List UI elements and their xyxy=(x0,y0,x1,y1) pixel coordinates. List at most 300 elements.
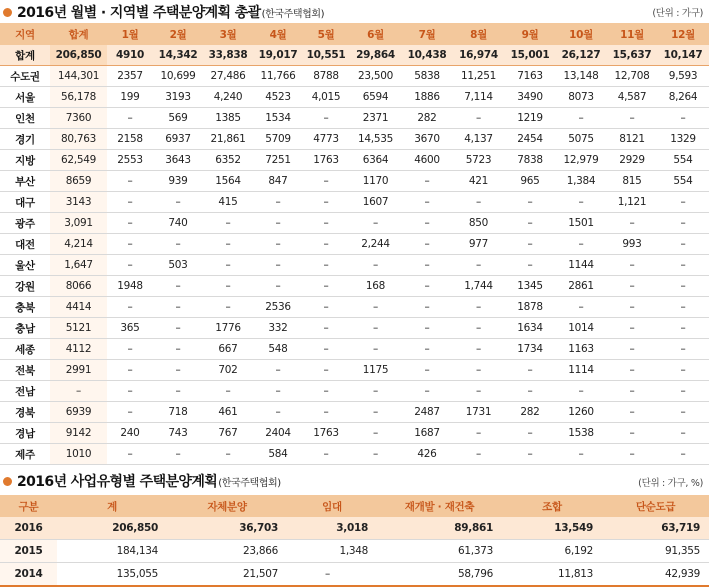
business-type-table xyxy=(0,495,709,587)
table1-cell: 240 xyxy=(107,423,153,444)
table1-cell: 1163 xyxy=(555,339,607,360)
table1-cell: 9,593 xyxy=(657,66,709,87)
table1-cell: 1776 xyxy=(203,318,253,339)
table1-cell: – xyxy=(349,423,402,444)
table1-cell: 12,708 xyxy=(607,66,657,87)
table1-cell: 847 xyxy=(253,171,303,192)
table1-cell: 4773 xyxy=(303,129,349,150)
table1-cell: 3193 xyxy=(153,87,203,108)
table1-cell: 977 xyxy=(452,234,505,255)
table1-cell: 168 xyxy=(349,276,402,297)
table1-cell: – xyxy=(657,108,709,129)
region-label: 경기 xyxy=(0,129,50,150)
table1-cell: – xyxy=(402,297,452,318)
table1-cell: 7163 xyxy=(505,66,555,87)
table1-cell: – xyxy=(402,381,452,402)
table1-cell: 4414 xyxy=(50,297,107,318)
table1-cell: 1948 xyxy=(107,276,153,297)
table1-header-cell: 2월 xyxy=(153,23,203,45)
table1-cell: 14,535 xyxy=(349,129,402,150)
table2-header-cell: 단순도급 xyxy=(602,495,709,517)
table1-cell: 8073 xyxy=(555,87,607,108)
table1-cell: 6939 xyxy=(50,402,107,423)
table2-cell: 61,373 xyxy=(377,540,502,563)
table1-cell: 554 xyxy=(657,150,709,171)
table1-cell: – xyxy=(452,444,505,465)
table1-cell: 1014 xyxy=(555,318,607,339)
monthly-regional-table xyxy=(0,23,709,465)
table1-cell: 9142 xyxy=(50,423,107,444)
table1-cell: – xyxy=(349,444,402,465)
region-label: 전남 xyxy=(0,381,50,402)
table1-cell: 199 xyxy=(107,87,153,108)
table1-cell: – xyxy=(607,402,657,423)
table1-row xyxy=(0,108,709,129)
table1-header-cell: 10월 xyxy=(555,23,607,45)
table1-cell: 10,438 xyxy=(402,45,452,66)
table1-cell: 1,384 xyxy=(555,171,607,192)
table1-cell: – xyxy=(303,108,349,129)
table1-cell: 282 xyxy=(505,402,555,423)
table1-cell: – xyxy=(607,255,657,276)
table1-cell: 415 xyxy=(203,192,253,213)
year-label: 2015 xyxy=(0,540,57,563)
table1-header-cell: 4월 xyxy=(253,23,303,45)
bullet-dot-icon xyxy=(3,477,12,486)
table2-cell: 184,134 xyxy=(57,540,167,563)
table1-cell: 8121 xyxy=(607,129,657,150)
region-label: 경북 xyxy=(0,402,50,423)
table1-cell: – xyxy=(607,297,657,318)
table1-cell: – xyxy=(253,213,303,234)
table1-cell: 1731 xyxy=(452,402,505,423)
table1-cell: 5723 xyxy=(452,150,505,171)
table1-cell: 2861 xyxy=(555,276,607,297)
table1-row xyxy=(0,87,709,108)
table1-cell: – xyxy=(657,402,709,423)
table2-cell: 36,703 xyxy=(167,517,287,540)
table1-cell: 2991 xyxy=(50,360,107,381)
table1-cell: – xyxy=(153,444,203,465)
table1-cell: – xyxy=(555,192,607,213)
table1-cell: 4,587 xyxy=(607,87,657,108)
table1-cell: – xyxy=(505,192,555,213)
table2-header-cell: 구분 xyxy=(0,495,57,517)
table2-cell: 21,507 xyxy=(167,563,287,587)
table1-cell: – xyxy=(657,381,709,402)
table1-cell: – xyxy=(402,276,452,297)
table1-cell: 3643 xyxy=(153,150,203,171)
table1-cell: 2357 xyxy=(107,66,153,87)
table1-row xyxy=(0,423,709,444)
table1-cell: – xyxy=(253,381,303,402)
table1-cell: – xyxy=(657,360,709,381)
table1-cell: – xyxy=(303,276,349,297)
region-label: 인천 xyxy=(0,108,50,129)
table1-cell: – xyxy=(607,108,657,129)
table1-cell: – xyxy=(107,381,153,402)
table1-cell: 5121 xyxy=(50,318,107,339)
table1-cell: 461 xyxy=(203,402,253,423)
table1-cell: – xyxy=(402,192,452,213)
table1-cell: 850 xyxy=(452,213,505,234)
table1-cell: 1219 xyxy=(505,108,555,129)
table1-cell: 332 xyxy=(253,318,303,339)
table2-cell: 135,055 xyxy=(57,563,167,587)
table1-cell: – xyxy=(153,276,203,297)
table1-cell: – xyxy=(203,276,253,297)
table1-cell: – xyxy=(303,360,349,381)
table1-cell: 1538 xyxy=(555,423,607,444)
table1-cell: 1144 xyxy=(555,255,607,276)
region-label: 제주 xyxy=(0,444,50,465)
table1-row xyxy=(0,360,709,381)
table1-row xyxy=(0,444,709,465)
table1-cell: – xyxy=(607,213,657,234)
table1-cell: 26,127 xyxy=(555,45,607,66)
table1-cell: 2158 xyxy=(107,129,153,150)
table1-cell: 6364 xyxy=(349,150,402,171)
table1-cell: – xyxy=(253,360,303,381)
table1-cell: 740 xyxy=(153,213,203,234)
table1-row xyxy=(0,150,709,171)
table1-cell: – xyxy=(349,402,402,423)
table1-cell: 1534 xyxy=(253,108,303,129)
table1-cell: 8066 xyxy=(50,276,107,297)
table1-cell: 11,251 xyxy=(452,66,505,87)
table1-cell: – xyxy=(349,297,402,318)
table1-row xyxy=(0,318,709,339)
table1-cell: – xyxy=(107,402,153,423)
table1-cell: 5075 xyxy=(555,129,607,150)
table1-cell: – xyxy=(402,318,452,339)
table1-cell: – xyxy=(402,234,452,255)
table1-cell: 4,214 xyxy=(50,234,107,255)
table2-row xyxy=(0,517,709,540)
table1-cell: – xyxy=(153,234,203,255)
table1-cell: 6352 xyxy=(203,150,253,171)
table1-cell: – xyxy=(203,381,253,402)
table1-header-cell: 11월 xyxy=(607,23,657,45)
table1-cell: 62,549 xyxy=(50,150,107,171)
table1-cell: – xyxy=(253,402,303,423)
table1-cell: – xyxy=(303,234,349,255)
table1-cell: 23,500 xyxy=(349,66,402,87)
table1-cell: – xyxy=(303,339,349,360)
table1-cell: 2371 xyxy=(349,108,402,129)
table1-cell: – xyxy=(555,297,607,318)
region-label: 울산 xyxy=(0,255,50,276)
table1-cell: 815 xyxy=(607,171,657,192)
table1-cell: 7360 xyxy=(50,108,107,129)
table1-cell: – xyxy=(657,192,709,213)
table2-header-cell: 자체분양 xyxy=(167,495,287,517)
table1-cell: – xyxy=(607,318,657,339)
table2-cell: 3,018 xyxy=(287,517,377,540)
table1-cell: – xyxy=(153,360,203,381)
table1-row xyxy=(0,213,709,234)
table1-cell: 14,342 xyxy=(153,45,203,66)
table1-row xyxy=(0,66,709,87)
table1-cell: 33,838 xyxy=(203,45,253,66)
table2-cell: 89,861 xyxy=(377,517,502,540)
table1-cell: 548 xyxy=(253,339,303,360)
table1-cell: 29,864 xyxy=(349,45,402,66)
table1-cell: – xyxy=(107,213,153,234)
table1-cell: 1607 xyxy=(349,192,402,213)
table1-cell: – xyxy=(107,255,153,276)
table2-header-row xyxy=(0,495,709,517)
table1-cell: 3670 xyxy=(402,129,452,150)
table2-title: 2016년 사업유형별 주택분양계획 xyxy=(17,474,218,490)
table1-cell: 569 xyxy=(153,108,203,129)
table1-cell: 584 xyxy=(253,444,303,465)
table1-cell: – xyxy=(107,108,153,129)
table1-cell: – xyxy=(505,360,555,381)
table1-cell: 21,861 xyxy=(203,129,253,150)
table1-cell: – xyxy=(607,444,657,465)
table1-cell: 1763 xyxy=(303,150,349,171)
table1-cell: 1175 xyxy=(349,360,402,381)
table1-cell: 19,017 xyxy=(253,45,303,66)
table2-row xyxy=(0,563,709,587)
table1-header-cell: 5월 xyxy=(303,23,349,45)
table1-cell: 1170 xyxy=(349,171,402,192)
table1-cell: – xyxy=(657,276,709,297)
table1-cell: 15,001 xyxy=(505,45,555,66)
table1-cell: 4600 xyxy=(402,150,452,171)
table1-cell: – xyxy=(607,339,657,360)
table1-cell: – xyxy=(303,297,349,318)
table1-cell: 7838 xyxy=(505,150,555,171)
table1-cell: 939 xyxy=(153,171,203,192)
table2-header-cell: 재개발 · 재건축 xyxy=(377,495,502,517)
region-label: 세종 xyxy=(0,339,50,360)
table1-cell: 426 xyxy=(402,444,452,465)
table1-cell: 8659 xyxy=(50,171,107,192)
table1-cell: 8788 xyxy=(303,66,349,87)
table1-cell: – xyxy=(253,276,303,297)
table1-cell: – xyxy=(607,360,657,381)
table1-cell: 2454 xyxy=(505,129,555,150)
region-label: 전북 xyxy=(0,360,50,381)
table1-cell: – xyxy=(253,192,303,213)
table1-row xyxy=(0,192,709,213)
table1-cell: – xyxy=(107,192,153,213)
table1-cell: – xyxy=(607,276,657,297)
table1-cell: 1501 xyxy=(555,213,607,234)
table1-cell: – xyxy=(402,360,452,381)
table1-cell: 1687 xyxy=(402,423,452,444)
table1-cell: 3490 xyxy=(505,87,555,108)
table1-header-cell: 7월 xyxy=(402,23,452,45)
table1-cell: – xyxy=(153,381,203,402)
table1-row xyxy=(0,381,709,402)
table2-header-cell: 임대 xyxy=(287,495,377,517)
table1-cell: – xyxy=(555,108,607,129)
table1-cell: – xyxy=(505,423,555,444)
table1-cell: 4,240 xyxy=(203,87,253,108)
table1-cell: – xyxy=(452,381,505,402)
table1-cell: 12,979 xyxy=(555,150,607,171)
table1-source: (한국주택협회) xyxy=(261,8,325,20)
table1-cell: 767 xyxy=(203,423,253,444)
table1-row xyxy=(0,45,709,66)
region-label: 충남 xyxy=(0,318,50,339)
table1-cell: 1878 xyxy=(505,297,555,318)
table1-cell: 1564 xyxy=(203,171,253,192)
table1-cell: – xyxy=(452,423,505,444)
table1-row xyxy=(0,255,709,276)
table1-cell: – xyxy=(452,108,505,129)
table1-header-cell: 9월 xyxy=(505,23,555,45)
table1-cell: – xyxy=(607,423,657,444)
table1-row xyxy=(0,234,709,255)
table1-cell: – xyxy=(555,444,607,465)
table1-cell: – xyxy=(657,444,709,465)
table2-header-cell: 조합 xyxy=(502,495,602,517)
table1-cell: – xyxy=(349,381,402,402)
table2-cell: 13,549 xyxy=(502,517,602,540)
table1-cell: 702 xyxy=(203,360,253,381)
table1-header-row xyxy=(0,23,709,45)
table1-cell: 1114 xyxy=(555,360,607,381)
table1-cell: – xyxy=(555,234,607,255)
table1-cell: 15,637 xyxy=(607,45,657,66)
table1-cell: 10,551 xyxy=(303,45,349,66)
table1-header-cell: 12월 xyxy=(657,23,709,45)
table1-cell: 4910 xyxy=(107,45,153,66)
table1-cell: 7251 xyxy=(253,150,303,171)
table1-cell: 10,699 xyxy=(153,66,203,87)
table1-cell: 4523 xyxy=(253,87,303,108)
table1-cell: 1,744 xyxy=(452,276,505,297)
table1-header-cell: 지역 xyxy=(0,23,50,45)
table1-cell: 11,766 xyxy=(253,66,303,87)
table1-cell: – xyxy=(657,423,709,444)
table1-cell: – xyxy=(203,255,253,276)
table1-cell: – xyxy=(452,297,505,318)
table1-cell: 10,147 xyxy=(657,45,709,66)
table1-cell: 1010 xyxy=(50,444,107,465)
table1-row xyxy=(0,171,709,192)
table1-cell: 80,763 xyxy=(50,129,107,150)
table1-cell: 6937 xyxy=(153,129,203,150)
region-label: 강원 xyxy=(0,276,50,297)
table1-header-cell: 합계 xyxy=(50,23,107,45)
table1-cell: 3,091 xyxy=(50,213,107,234)
region-label: 대구 xyxy=(0,192,50,213)
table1-cell: – xyxy=(505,234,555,255)
table1-cell: 1260 xyxy=(555,402,607,423)
table1-cell: – xyxy=(505,381,555,402)
table1-cell: – xyxy=(303,192,349,213)
table1-cell: – xyxy=(153,297,203,318)
table1-row xyxy=(0,276,709,297)
table1-cell: 4112 xyxy=(50,339,107,360)
table1-cell: – xyxy=(153,339,203,360)
table1-row xyxy=(0,402,709,423)
table1-cell: – xyxy=(253,234,303,255)
table1-cell: 4,137 xyxy=(452,129,505,150)
year-label: 2016 xyxy=(0,517,57,540)
table1-cell: – xyxy=(153,318,203,339)
table1-cell: 27,486 xyxy=(203,66,253,87)
table1-cell: – xyxy=(107,444,153,465)
table2-cell: 58,796 xyxy=(377,563,502,587)
table1-cell: 1,647 xyxy=(50,255,107,276)
table1-cell: – xyxy=(555,381,607,402)
table1-cell: – xyxy=(657,255,709,276)
table1-cell: – xyxy=(107,360,153,381)
region-label: 경남 xyxy=(0,423,50,444)
table1-cell: 743 xyxy=(153,423,203,444)
table1-cell: – xyxy=(657,234,709,255)
table1-cell: 144,301 xyxy=(50,66,107,87)
table1-cell: – xyxy=(153,192,203,213)
table1-cell: – xyxy=(402,171,452,192)
table1-cell: – xyxy=(203,213,253,234)
table1-cell: – xyxy=(303,171,349,192)
table1-cell: 56,178 xyxy=(50,87,107,108)
table2-cell: 6,192 xyxy=(502,540,602,563)
table1-cell: – xyxy=(505,213,555,234)
table1-cell: – xyxy=(107,234,153,255)
table1-cell: 16,974 xyxy=(452,45,505,66)
table1-cell: – xyxy=(303,381,349,402)
table2-cell: 63,719 xyxy=(602,517,709,540)
table1-cell: 2487 xyxy=(402,402,452,423)
table1-cell: – xyxy=(349,318,402,339)
table1-cell: – xyxy=(107,171,153,192)
table1-cell: – xyxy=(349,213,402,234)
table1-cell: 365 xyxy=(107,318,153,339)
table1-cell: 6594 xyxy=(349,87,402,108)
table1-cell: – xyxy=(203,444,253,465)
table1-cell: 8,264 xyxy=(657,87,709,108)
table1-cell: 2929 xyxy=(607,150,657,171)
table1-cell: – xyxy=(349,339,402,360)
table1-cell: – xyxy=(402,255,452,276)
table1-row xyxy=(0,297,709,318)
table1-cell: – xyxy=(402,213,452,234)
table1-cell: 2,244 xyxy=(349,234,402,255)
table1-cell: – xyxy=(402,339,452,360)
table2-title-bar xyxy=(3,471,281,491)
region-label: 합계 xyxy=(0,45,50,66)
table1-header-cell: 1월 xyxy=(107,23,153,45)
table1-cell: 2404 xyxy=(253,423,303,444)
table2-cell: 42,939 xyxy=(602,563,709,587)
table2-header-cell: 계 xyxy=(57,495,167,517)
table1-header-cell: 3월 xyxy=(203,23,253,45)
region-label: 수도권 xyxy=(0,66,50,87)
table2-cell: – xyxy=(287,563,377,587)
table1-cell: – xyxy=(452,360,505,381)
table1-cell: 13,148 xyxy=(555,66,607,87)
region-label: 지방 xyxy=(0,150,50,171)
table1-cell: – xyxy=(303,318,349,339)
table1-cell: 2536 xyxy=(253,297,303,318)
table1-cell: 993 xyxy=(607,234,657,255)
table1-cell: – xyxy=(203,297,253,318)
table1-cell: – xyxy=(50,381,107,402)
table1-cell: – xyxy=(107,339,153,360)
table1-cell: 1734 xyxy=(505,339,555,360)
table1-cell: 7,114 xyxy=(452,87,505,108)
table1-cell: – xyxy=(349,255,402,276)
table1-cell: – xyxy=(505,444,555,465)
